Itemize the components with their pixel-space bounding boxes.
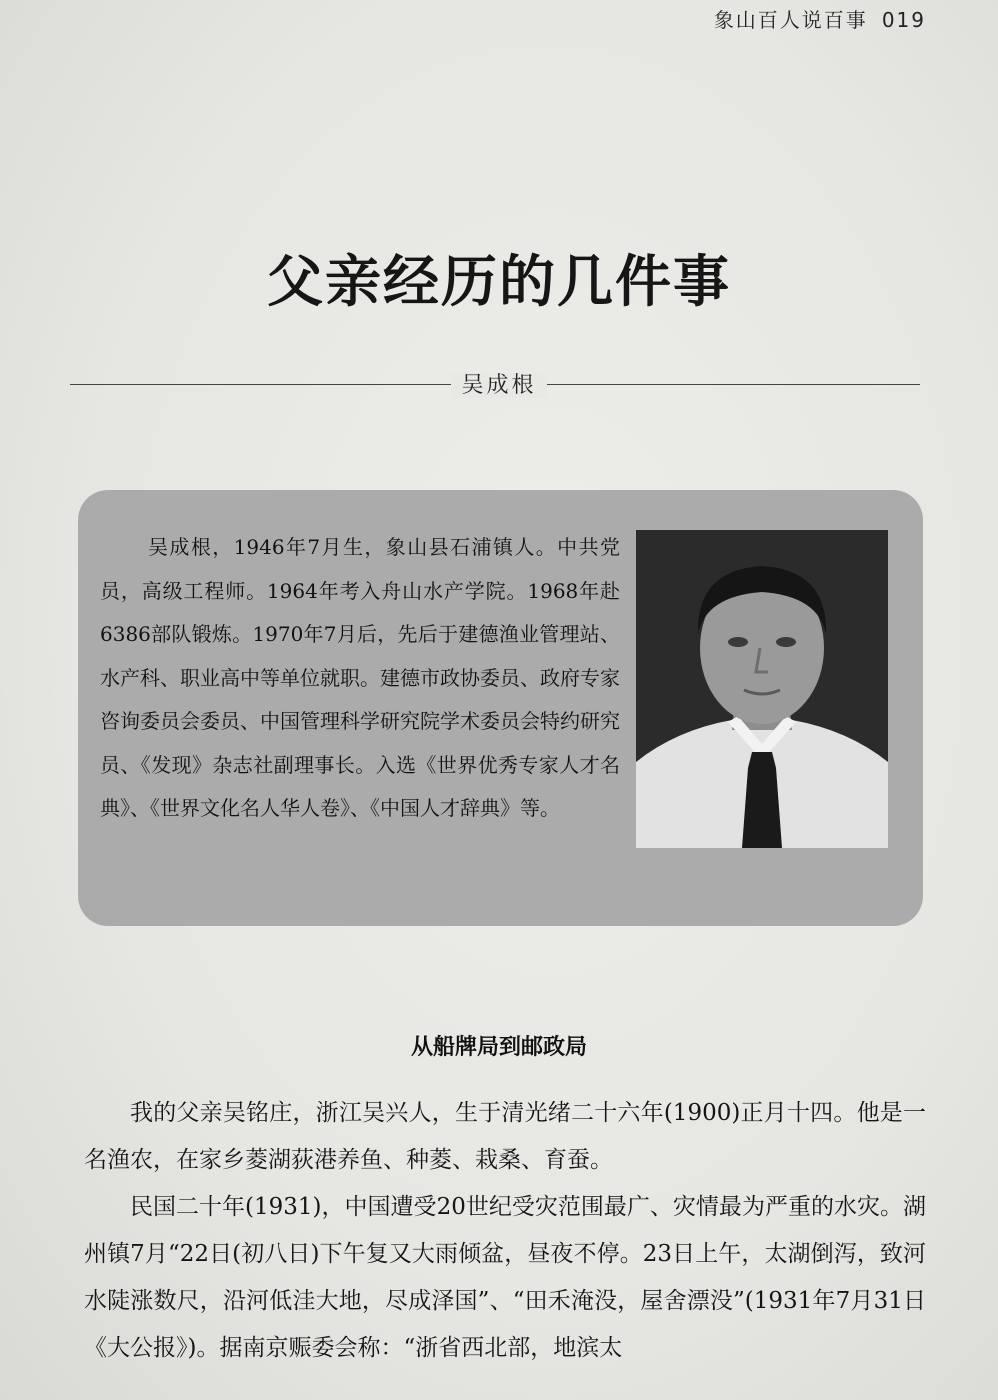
running-header <box>714 4 926 33</box>
book-title: 象山百人说百事 <box>713 8 868 32</box>
author-portrait <box>636 530 888 848</box>
portrait-image <box>636 530 888 848</box>
article-title: 父亲经历的几件事 <box>267 250 731 315</box>
author-bio-text: 吴成根，1946年7月生，象山县石浦镇人。中共党员，高级工程师。1964年考入舟山水产学院。1968年赴6386部队锻炼。1970年7月后，先后于建德渔业管理站、水产科、职业高中等单位就职。建德市政协委员、政府专家咨询委员会委员、中国管理科学研究院学术委员会特约研究员、《发现》杂志社副理事长。入选《世界优秀专家人才名典》、《世界文化名人华人卷》、《中国人才辞典》等。 <box>100 535 620 820</box>
author-line <box>0 368 998 399</box>
body-paragraph: 我的父亲吴铭庄，浙江吴兴人，生于清光绪二十六年(1900)正月十四。他是一名渔农，在家乡菱湖荻港养鱼、种菱、栽桑、育蚕。 <box>84 1100 926 1173</box>
page-number: 019 <box>881 8 926 32</box>
body-paragraph: 民国二十年(1931)，中国遭受20世纪受灾范围最广、灾情最为严重的水灾。湖州镇7月“22日(初八日)下午复又大雨倾盆，昼夜不停。23日上午，太湖倒泻，致河水陡涨数尺，沿河低洼大地，尽成泽国”、“田禾淹没，屋舍漂没”(1931年7月31日《大公报》)。据南京赈委会称：“浙省西北部，地滨太 <box>84 1194 926 1361</box>
author-bio-box <box>78 490 923 926</box>
section-heading: 从船牌局到邮政局 <box>410 1035 587 1060</box>
author-name: 吴成根 <box>451 373 546 398</box>
section-body <box>84 1090 926 1372</box>
